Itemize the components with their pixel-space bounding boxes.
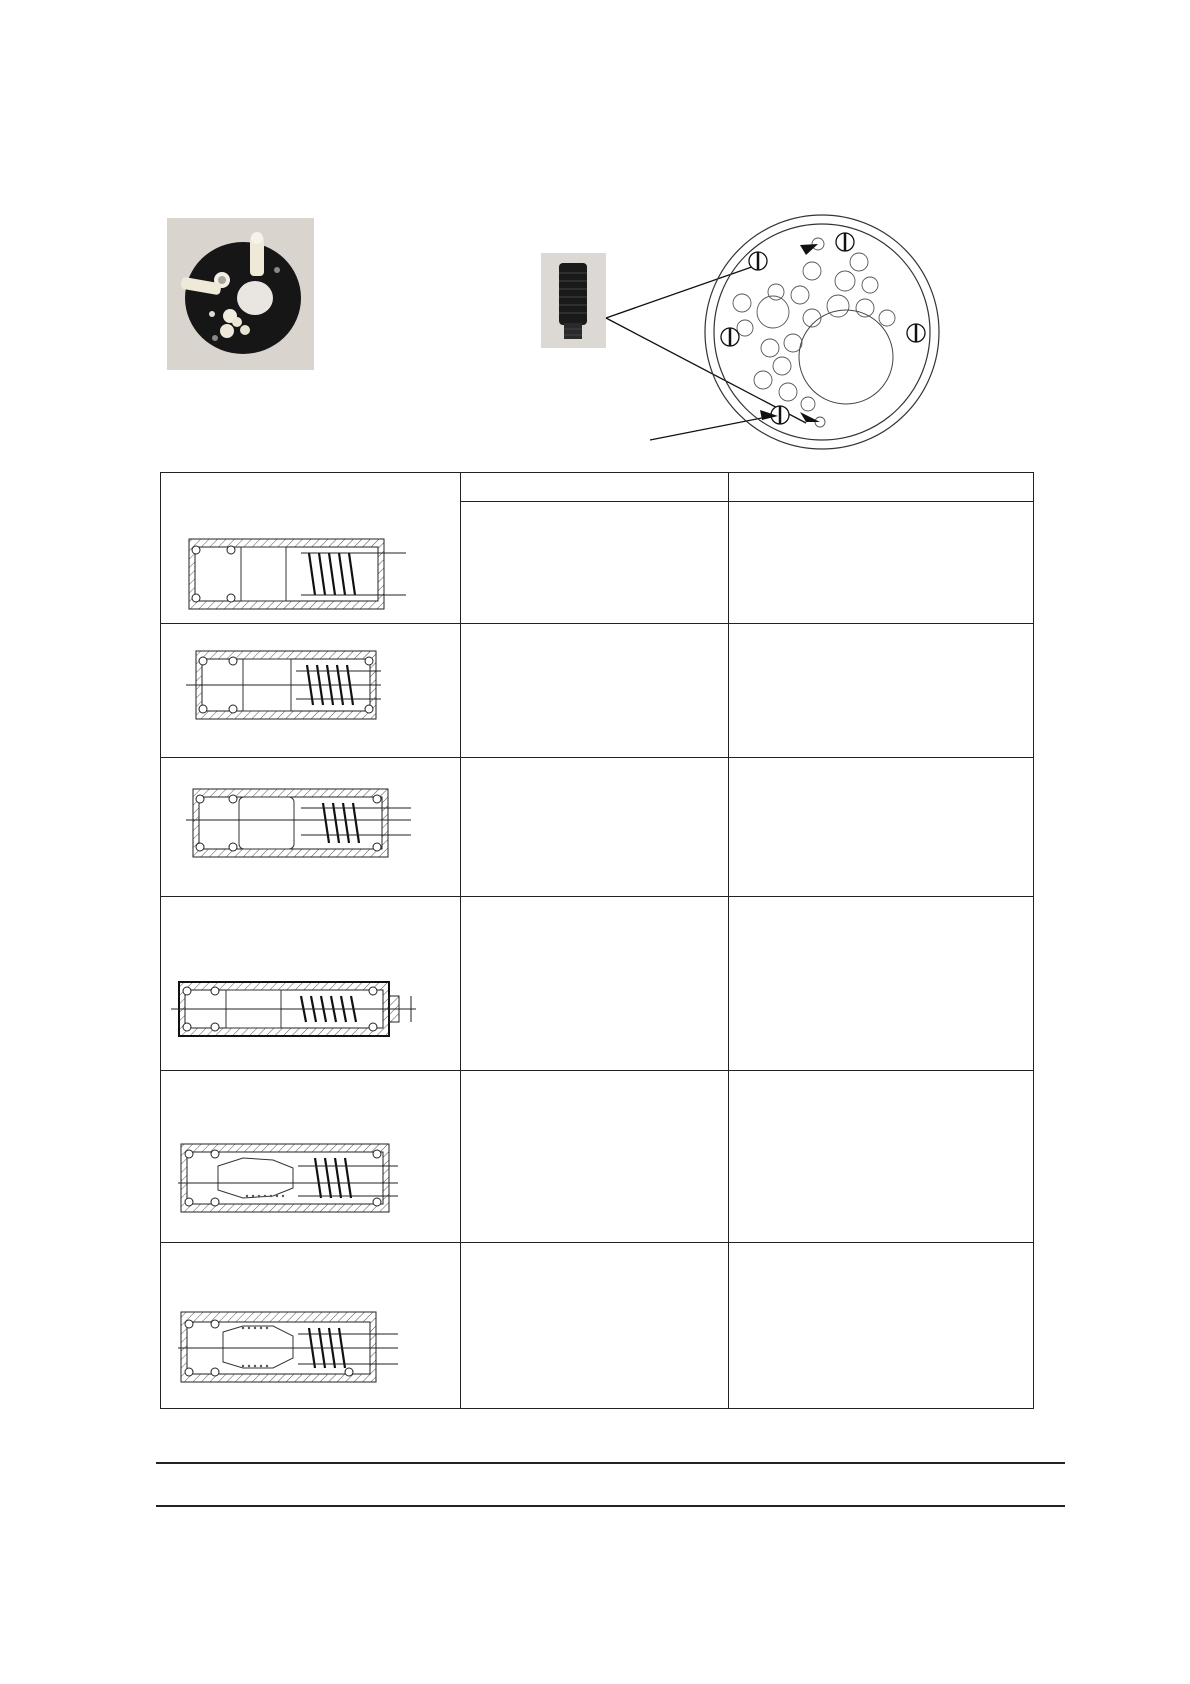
valve-type-3-cross-section (181, 783, 421, 863)
valve-plate-top-view-diagram (590, 205, 960, 455)
valve-type-6-cross-section (173, 1308, 403, 1388)
spec-table (160, 472, 1034, 1409)
footer-rule-bottom (156, 1505, 1065, 1507)
valve-plate-photo (167, 218, 314, 370)
valve-type-2-cross-section (181, 645, 411, 725)
footer-rule-top (156, 1462, 1065, 1464)
screw-icons (721, 233, 925, 424)
valve-type-1-cross-section (181, 533, 411, 613)
valve-type-5-cross-section (173, 1138, 413, 1218)
valve-type-4-cross-section (171, 978, 421, 1048)
